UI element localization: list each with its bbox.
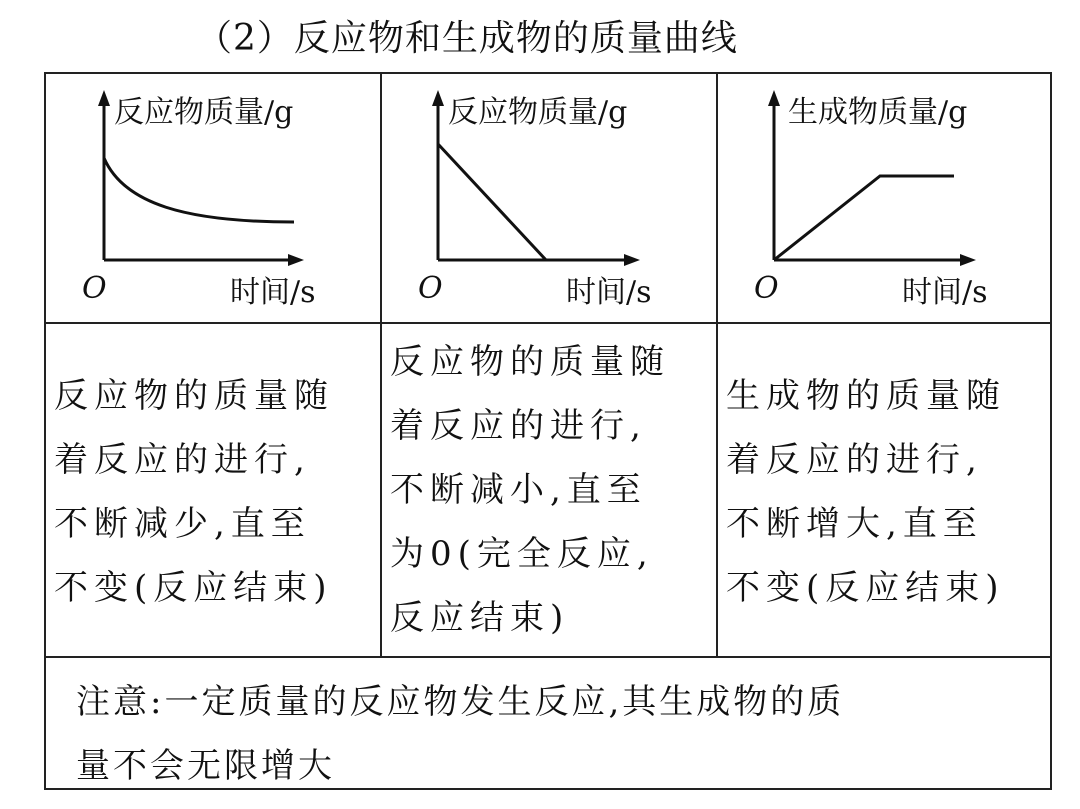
description-line: 不断减小,直至 xyxy=(390,470,647,510)
mass-line xyxy=(774,176,954,260)
description-line: 不变(反应结束) xyxy=(726,568,1005,608)
origin-label: O xyxy=(754,271,779,306)
y-axis-arrow xyxy=(768,90,780,106)
y-axis-label: 反应物质量/g xyxy=(448,95,628,130)
comparison-table xyxy=(44,72,1052,790)
description-reactant-to-zero xyxy=(390,330,670,650)
description-line: 反应结束) xyxy=(390,598,570,638)
description-line: 着反应的进行, xyxy=(54,440,311,480)
note-line: 注意:一定质量的反应物发生反应,其生成物的质 xyxy=(76,682,845,722)
page-title: （2）反应物和生成物的质量曲线 xyxy=(196,18,738,59)
y-axis-label: 生成物质量/g xyxy=(788,95,968,130)
y-axis-arrow xyxy=(432,90,444,106)
description-line: 不变(反应结束) xyxy=(54,568,333,608)
note-line: 量不会无限增大 xyxy=(76,746,335,786)
description-reactant-decrease xyxy=(54,364,334,620)
description-line: 为0(完全反应, xyxy=(390,534,654,574)
graph-reactant-decrease xyxy=(46,74,380,322)
mass-line xyxy=(438,144,546,260)
description-line: 不断减少,直至 xyxy=(54,504,311,544)
x-axis-label: 时间/s xyxy=(230,275,316,310)
description-line: 着反应的进行, xyxy=(390,406,647,446)
origin-label: O xyxy=(82,271,107,306)
x-axis-arrow xyxy=(960,254,976,266)
y-axis-label: 反应物质量/g xyxy=(114,95,294,130)
note xyxy=(76,670,844,798)
origin-label: O xyxy=(418,271,443,306)
row-divider-2 xyxy=(46,656,1050,658)
description-line: 反应物的质量随 xyxy=(54,376,334,416)
graph-reactant-to-zero xyxy=(382,74,716,322)
description-line: 不断增大,直至 xyxy=(726,504,983,544)
graph-product-increase xyxy=(718,74,1052,322)
x-axis-arrow xyxy=(624,254,640,266)
x-axis-label: 时间/s xyxy=(566,275,652,310)
x-axis-arrow xyxy=(288,254,304,266)
y-axis-arrow xyxy=(98,90,110,106)
x-axis-label: 时间/s xyxy=(902,275,988,310)
row-divider-1 xyxy=(46,322,1050,324)
description-product-increase xyxy=(726,364,1006,620)
description-line: 生成物的质量随 xyxy=(726,376,1006,416)
mass-curve xyxy=(104,158,294,222)
description-line: 着反应的进行, xyxy=(726,440,983,480)
description-line: 反应物的质量随 xyxy=(390,342,670,382)
